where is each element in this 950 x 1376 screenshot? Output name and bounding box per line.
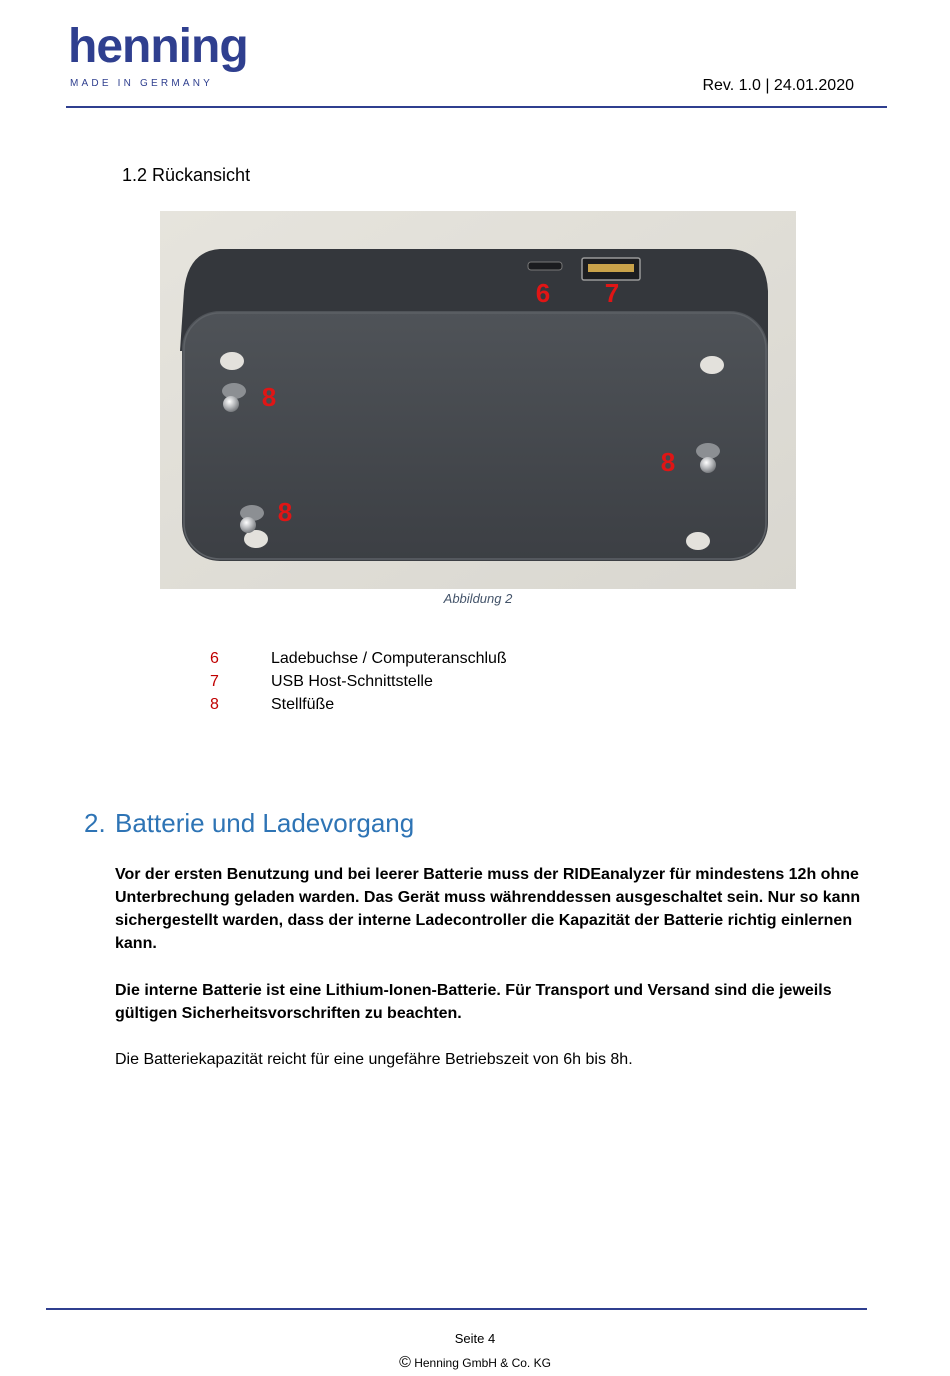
callout-8-upper-left: 8 (261, 382, 277, 412)
callout-7: 7 (604, 278, 620, 308)
paragraph-battery-runtime: Die Batteriekapazität reicht für eine ungefähre Betriebszeit von 6h bis 8h. (115, 1051, 633, 1068)
header-divider (66, 106, 887, 108)
legend-number: 7 (210, 673, 219, 690)
paragraph-charging-instructions: Vor der ersten Benutzung und bei leerer Batterie muss der RIDEanalyzer für mindestens 12h ohne Unterbrechung geladen warden. Das Gerät muss währenddessen ausgeschaltet sein. Nur so kann sichergestellt warden, dass der interne Ladecontroller die Kapazität der Batterie richtig einlernen kann. (115, 866, 861, 952)
legend-label: Stellfüße (271, 696, 335, 713)
revision-info: Rev. 1.0 | 24.01.2020 (702, 77, 854, 94)
page-number: Seite 4 (454, 1331, 496, 1346)
footer-divider (46, 1308, 867, 1310)
logo-tagline: MADE IN GERMANY (70, 78, 214, 89)
legend-label: Ladebuchse / Computeranschluß (271, 650, 507, 667)
section-heading-1-2: 1.2 Rückansicht (122, 165, 251, 185)
legend-item (210, 650, 507, 668)
company-name: Henning GmbH & Co. KG (414, 1356, 551, 1370)
legend-number: 8 (210, 696, 219, 713)
section-number: 2. (84, 808, 106, 838)
copyright-line (0, 1354, 950, 1372)
legend-number: 6 (210, 650, 219, 667)
callout-8-lower-left: 8 (277, 497, 293, 527)
callout-8-right: 8 (660, 447, 676, 477)
section-heading-2 (84, 808, 414, 839)
legend-label: USB Host-Schnittstelle (271, 673, 433, 690)
paragraph-battery-safety: Die interne Batterie ist eine Lithium-Ionen-Batterie. Für Transport und Versand sind die jeweils gültigen Sicherheitsvorschriften zu beachten. (115, 982, 832, 1022)
callout-6: 6 (535, 278, 551, 308)
legend-item (210, 696, 334, 714)
company-logo: henning (68, 20, 248, 73)
device-rear-photo (160, 211, 796, 589)
section-title: Batterie und Ladevorgang (115, 808, 415, 838)
legend-item (210, 673, 433, 691)
copyright-icon: © (399, 1354, 411, 1371)
figure-caption: Abbildung 2 (443, 591, 513, 606)
